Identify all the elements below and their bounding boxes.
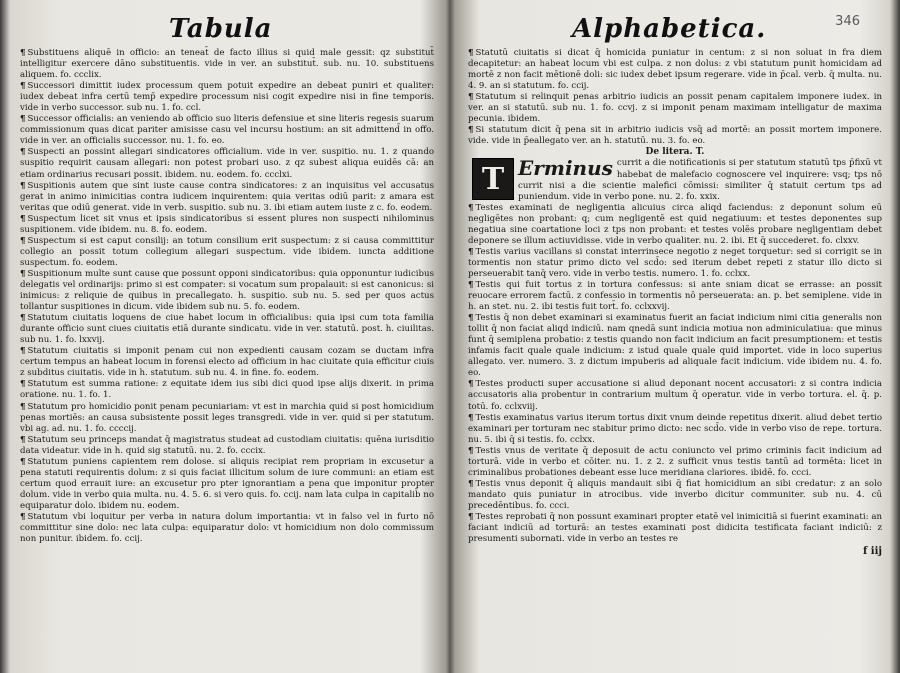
pilcrow-icon: ¶	[468, 125, 474, 136]
entry-text: Statutum puniens capientem rem dolose. si aliquis recipiat rem propriam in excusetur a pena statuti requirentis dolum: z si quis faciat illicitum solum de iure communi: an etiam est certum quod errauit iure: an excusetur pro pter ignorantiam a pena que imponitur propter dolum. vide in verbo quia multa. nu. 4. 5. 6. si vero quis. fo. ccij. nam lata culpa in capitalib̄ no equiparatur dolo. ibidem nu. eodem.	[20, 456, 434, 511]
entry-text: Testis varius vacillans si constat interrinsece negotio z neget torquetur: sed si corrigit se in tormentis non statur primo dicto vel scd̄o: sed iterum debet repeti z statur illo dicto si perseuerabit tanq̄ vero. vide in verbo testis. numero. 1. fo. cclxx.	[468, 246, 882, 279]
pilcrow-icon: ¶	[20, 379, 26, 390]
pilcrow-icon: ¶	[468, 246, 474, 257]
right-page	[462, 0, 890, 673]
index-entry	[468, 125, 882, 147]
pilcrow-icon: ¶	[20, 180, 26, 191]
entry-text: Testis q̄ non debet examinari si examinatus fuerit an faciat indicium nimi citia generalis non tollit q̄ non faciat aliqd indiciū. nam qnedā sunt indicia motiua non adminiculatiua: que minus funt q̄ semiplena probatio: z testis quando non facit indicium an facit presumptionem: et testis infamis facit quale quale indicium: z istud quale quale quid importet. vide in loco superius allegato. ver. numero. 3. z dictum impuberis ad aliquale facit indicium. vide ibidem nu. 4. fo. eo.	[468, 313, 882, 379]
left-page	[14, 0, 442, 673]
pilcrow-icon: ¶	[20, 268, 26, 279]
dropcap-initial: T	[472, 158, 514, 200]
index-entry	[468, 512, 882, 545]
folio-note: 346	[835, 14, 860, 29]
index-entry	[20, 313, 434, 346]
entry-text: Testes examinati de negligentia alicuius circa aliqd faciendus: z deponunt solum eū negligētes non probant: q; cum negligentē est quid negatiuum: et testes deponentes sup negatiua sine coartatione loci z tps non probant: et testes volēs probare negligentiam debet deponere se illum actiuvidisse. vide in verbo qualiter. nu. 2. ibi. Et q̄ succederet. fo. clxxv.	[468, 202, 882, 246]
index-entry	[20, 147, 434, 180]
pilcrow-icon: ¶	[468, 379, 474, 390]
entry-text: Successori dimittit iudex processum quem potuit expedire an debeat puniri et qualiter: iudex debeat infra certū temp̄ expedire processum nisi cogit expedire nisi in fine temporis. vide in verbo successor. sub nu. 1. fo. ccl.	[20, 81, 434, 114]
entry-text: Statutum ciuitatis loquens de ciue habet locum in officialibus: quia ipsi cum tota familia durante officio sunt ciues ciuitatis etiā durante sindicatu. vide in ver. statutū. post. h. ciuilitas. sub nu. 1. fo. lxxvij.	[20, 313, 434, 346]
pilcrow-icon: ¶	[20, 48, 26, 58]
pilcrow-icon: ¶	[20, 346, 26, 357]
initial-paragraph-text: currit a die notificationis si per statutum statutū tps p̄fixū vt habebat de malefacio cognoscere vel inquirere: vsq; tps nō currit nisi a die scientie malefici cōmissi: similiter q̄ statuit certum tps ad puniendum. vide in verbo pone. nu. 2. fo. xxix.	[518, 158, 882, 202]
entry-text: Si statutum dicit q̄ pena sit in arbitrio iudicis vsq̄ ad mortē: an possit mortem imponere. vide. vide in p̄eallegato ver. an h. statutū. nu. 3. fo. eo.	[468, 125, 882, 147]
index-entry	[20, 114, 434, 147]
index-entry	[20, 236, 434, 269]
index-entry	[468, 379, 882, 412]
index-entry	[468, 280, 882, 313]
pilcrow-icon: ¶	[20, 235, 26, 246]
pilcrow-icon: ¶	[20, 313, 26, 324]
index-entry	[20, 346, 434, 379]
entry-text: Testes producti super accusatione si aliud deponant nocent accusatori: z si contra indicia accusatoris alia probentur in contrarium multum q̄ operatur. vide in verbo tortura. el. q̄. p. totū. fo. cclxviij.	[468, 379, 882, 412]
index-entry	[468, 413, 882, 446]
pilcrow-icon: ¶	[20, 401, 26, 412]
index-entry	[20, 181, 434, 214]
pilcrow-icon: ¶	[468, 92, 474, 103]
pilcrow-icon: ¶	[20, 213, 26, 224]
entry-text: Substituens aliquē in officio: an teneat̄ de facto illius si quid male gessit: qz substitut̄ intelligitur exercere dāno substituentis. vide in ver. an substitut̄. sub. nu. 10. substituens aliquem. fo. ccclix.	[20, 48, 434, 81]
index-entry	[20, 81, 434, 114]
index-entry	[468, 92, 882, 125]
page-heading: Alphabetica.	[572, 14, 767, 44]
page-heading: Tabula	[169, 14, 273, 44]
pilcrow-icon: ¶	[468, 478, 474, 489]
entry-text: Suspectum licet sit vnus et ipsis sindicatoribus si essent plures non suspecti nihilominus suspitionem. vide ibidem. nu. 8. fo. eodem.	[20, 213, 434, 235]
index-entry	[468, 48, 882, 92]
entry-text: Testes reprobati q̄ non possunt examinari propter etatē vel inimicitiā si fuerint examinati: an faciant indiciū ad torturā: an testes examinati post didicita testificata faciant indiciū: z presumenti subornati. vide in verbo an testes re	[468, 511, 882, 545]
index-entry	[468, 446, 882, 479]
index-entry	[20, 379, 434, 401]
entry-text: Suspectum si est caput consilij: an totum consilium erit suspectum: z si causa committitur collegio an possit totum collegium allegari suspectum. vide ibidem. iuncta additione suspectum. fo. eodem.	[20, 235, 434, 268]
index-entry	[468, 203, 882, 247]
pilcrow-icon: ¶	[20, 456, 26, 467]
pilcrow-icon: ¶	[468, 511, 474, 522]
index-entry	[468, 247, 882, 280]
left-page-text	[20, 48, 434, 545]
index-entry	[20, 402, 434, 435]
pilcrow-icon: ¶	[468, 445, 474, 456]
index-entry	[468, 313, 882, 379]
entry-text: Statutum seu princeps mandat q̄ magistratus studeat ad custodiam ciuitatis: quēna iurisditio data videatur. vide in h. quid sig statutū. nu. 2. fo. cccix.	[20, 434, 434, 456]
pilcrow-icon: ¶	[468, 48, 474, 58]
entry-text: Suspecti an possint allegari sindicatores officialium. vide in ver. suspitio. nu. 1. z quando suspitio requirit causam allegari: non potest probari uso. z qz subest aliqua euidēs cā: an etiam ordinarius recusari possit. ibidem. nu. eodem. fo. ccclxi.	[20, 147, 434, 180]
entry-text: Suspitionis autem que sint iuste cause contra sindicatores: z an inquisitus vel accusatus gerat in animo inimicitias contra iudicem inquirentem: quia veritas odiū parit: z amara est veritas que odiū generat. vide in verb. suspitio. sub nu. 3. ibi etiam autem iuste z c. fo. eodem.	[20, 180, 434, 213]
index-entry	[20, 214, 434, 236]
section-letter-heading: De litera. T.	[645, 147, 705, 158]
pilcrow-icon: ¶	[20, 81, 26, 92]
index-entry	[20, 512, 434, 545]
entry-text: Testis vnus de veritate q̄ deposuit de actu coniuncto vel primo criminis facit indicium ad torturā. vide in verbo et cōiter. nu. 1. z 2. z sufficit vnus testis tantū ad tormēta: licet in criminalibus probationes debeant esse luce meridiana clariores. ibidē. fo. ccci.	[468, 445, 882, 478]
index-entry	[20, 457, 434, 512]
pilcrow-icon: ¶	[20, 147, 26, 158]
pilcrow-icon: ¶	[468, 202, 474, 213]
entry-text: Suspitionum multe sunt cause que possunt opponi sindicatoribus: quia opponuntur iudicibus delegatis vel ordinarijs: primo si est compater: si vocatum sum propalauit: si est canonicus: si inimicus: z reliquie de quibus in precallegato. h. suspitio. sub nu. 5. sed per quos actus tollantur suspitiones in dicum. vide ibidem sub nu. 5. fo. eodem.	[20, 268, 434, 313]
pilcrow-icon: ¶	[468, 313, 474, 324]
pilcrow-icon: ¶	[20, 114, 26, 125]
pilcrow-icon: ¶	[468, 279, 474, 290]
entry-text: Statutum si relinquit penas arbitrio iudicis an possit penam capitalem imponere iudex. in ver. an si statutū. sub nu. 1. fo. ccvj. z si imponit penam maximam intelligatur de maxima pecunia. ibidem.	[468, 92, 882, 125]
entry-text: Statutum vbi loquitur per verba in natura dolum importantia: vt in falso vel in furto nō committitur sine dolo: nec lata culpa: equiparatur dolo: vt homicidium non dolo commissum non punitur. ibidem. fo. ccij.	[20, 511, 434, 545]
pilcrow-icon: ¶	[20, 434, 26, 445]
pilcrow-icon: ¶	[20, 511, 26, 522]
entry-text: Testis qui fuit tortus z in tortura confessus: si ante sniam dicat se errasse: an possit reuocare errorem factū. z confessio in tormentis nō perseuerata: an. p. bet semiplene. vide in h. an stet. nu. 2. ibi testis fuit tort̄. fo. cclxxvij.	[468, 279, 882, 313]
entry-text: Statutum ciuitatis si imponit penam cui non expedienti causam cozam se ductam infra certum tempus an habeat locum in forensi electo ad officium in hac ciuitate quia efficitur ciuis z subditus ciuitatis. vide in h. statutum. sub nu. 4. in fine. fo. eodem.	[20, 346, 434, 379]
entry-text: Successor officialis: an veniendo ab officio suo literis defensiue et sine literis regesis suarum commissionum quas dicat pariter amisisse casu vel incursu hostium: an sit admittend̄ in offo. vide in ver. an officialis successor. nu. 1. fo. eo.	[20, 114, 434, 147]
index-entry	[20, 269, 434, 313]
entry-text: Statutum est summa ratione: z equitate idem ius sibi dici quod ipse alijs dixerit. in prima oratione. nu. 1. fo. 1.	[20, 379, 434, 401]
entry-text: Testis vnus deponit q̄ aliquis mandauit sibi q̄ fiat homicidium an sibi credatur: z an solo mandato quis puniatur in atrocibus. vide inverbo dicitur communiter. sub nu. 4. cū precedēntibus. fo. ccci.	[468, 478, 882, 511]
index-entry	[20, 435, 434, 457]
initial-paragraph	[468, 158, 882, 202]
right-page-text	[468, 48, 882, 557]
entry-text: Testis examinatus varius iterum tortus dixit vnum deinde repetitus dixerit. aliud debet tertio examinari per torturam nec stabitur primo dicto: nec scd̄o. vide in verbo viso de repe. tortura. nu. 5. ibi q̄ si testis. fo. cclxx.	[468, 412, 882, 445]
index-entry	[20, 48, 434, 81]
index-entry	[468, 479, 882, 512]
signature-mark: f iij	[863, 546, 882, 558]
entry-text: Statutum pro homicidio ponit penam pecuniariam: vt est in marchia quid si post homicidium penas mortiēs: an causa subsistente possit leges transgredi. vide in ver. quid si per statutum. vbi ag. ad. nu. 1. fo. ccccij.	[20, 401, 434, 434]
pilcrow-icon: ¶	[468, 412, 474, 423]
initial-word: Erminus	[518, 156, 613, 181]
entry-text: Statutū ciuitatis si dicat q̄ homicida puniatur in centum: z si non soluat in fra diem decapitetur: an habeat locum vbi est culpa. z non dolus: z vbi statutum punit homicidam ad mortē z non facit mētionē doli: sic iudex debet ipsum regerare. vide in p̄cal. verb. q̄ multa. nu. 4. 9. an si statutum. fo. ccij.	[468, 48, 882, 92]
